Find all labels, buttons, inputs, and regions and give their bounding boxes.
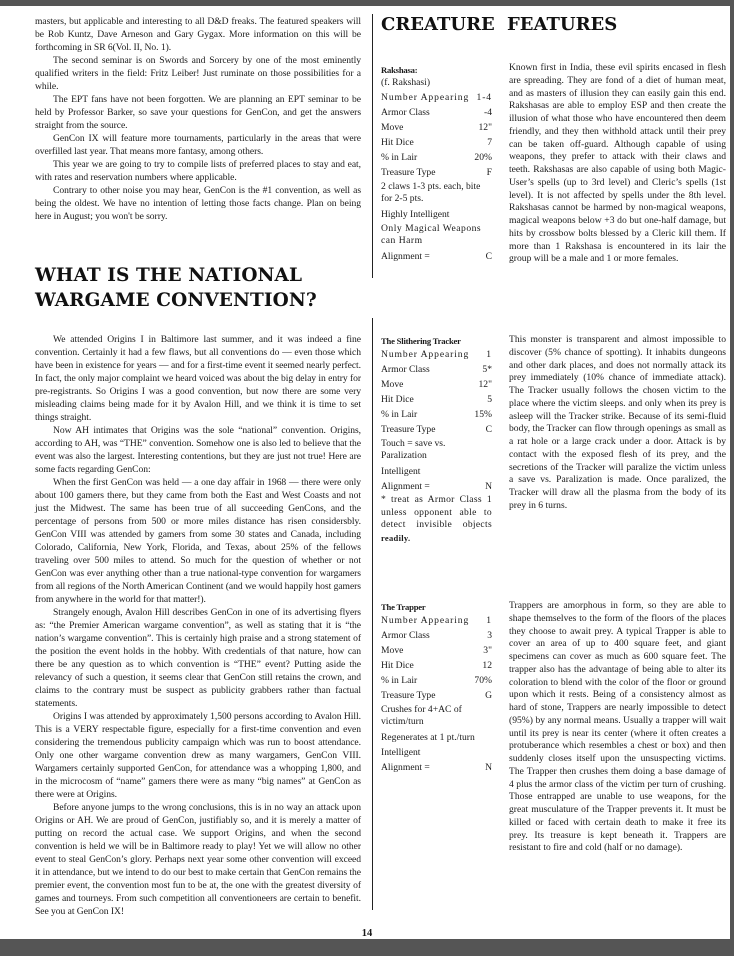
stat-treasure-type (381, 688, 492, 703)
stat-value: 12" (478, 122, 492, 133)
stat-attacks: 2 claws 1-3 pts. each, bite for 2-5 pts. (381, 181, 481, 204)
stat-label: Armor Class (381, 107, 430, 118)
stat-regeneration: Regenerates at 1 pt./turn (381, 732, 475, 743)
stat-alignment (381, 760, 492, 775)
stat-label: Move (381, 645, 404, 656)
stat-move (381, 120, 492, 135)
stat-intelligence: Intelligent (381, 466, 421, 477)
stat-number-appearing (381, 90, 492, 105)
stat-value: 1 (486, 349, 492, 360)
column-divider-bottom (372, 318, 373, 910)
stat-label: Number Appearing (381, 615, 470, 626)
column-header: CREATURE FEATURES (381, 14, 618, 35)
page-number: 14 (361, 928, 373, 939)
paragraph: We attended Origins I in Baltimore last summer, and it was indeed a fine convention. Certainly it had a few flaws, but all conventions do — even those which have been in existence for years — and for a first-time event it seemed nearly perfect. In fact, the only major complaint we heard voiced was about the big delay in entry for pre-registrants. So Origins I was a good convention, but now there are some very misleading claims being made for it by Avalon Hill, and we think it is time to set things straight. (35, 334, 361, 423)
stat-alignment (381, 479, 492, 494)
stat-value: 3" (483, 645, 492, 656)
stat-label: Treasure Type (381, 167, 436, 178)
section-heading-block (35, 263, 361, 313)
stat-label: Hit Dice (381, 660, 414, 671)
creature-name: Rakshasa: (381, 65, 418, 75)
stat-value: 3 (487, 630, 492, 641)
stat-footnote (381, 494, 492, 545)
stat-label: Armor Class (381, 630, 430, 641)
stat-armor-class (381, 628, 492, 643)
stat-label: Move (381, 122, 404, 133)
stat-label: Number Appearing (381, 92, 470, 103)
stat-number-appearing (381, 613, 492, 628)
stat-alignment (381, 249, 492, 264)
stat-hit-dice (381, 392, 492, 407)
stat-block (381, 335, 492, 545)
paragraph: The EPT fans have not been forgotten. We are planning an EPT seminar to be held by Professor Barker, so save your questions for GenCon, and get the answers straight from the source. (35, 94, 361, 131)
creature-description (509, 334, 726, 513)
stat-label: Treasure Type (381, 690, 436, 701)
paragraph: The second seminar is on Swords and Sorcery by one of the most eminently qualified writers in the field: Fritz Leiber! Just ruminate on those possibilities for a while. (35, 55, 361, 92)
stat-value: G (485, 690, 492, 701)
stat-hit-dice (381, 135, 492, 150)
stat-label: Hit Dice (381, 394, 414, 405)
stat-label: Number Appearing (381, 349, 470, 360)
description-text: This monster is transparent and almost impossible to discover (5% chance of spotting). It inhabits dungeons and other dark places, and does not normally attack its prey immediately (10% chance of immediate attack). The Tracker usually follows the chosen victim to the place where the victim sleeps. and only when its prey is asleep will the Tracker strike. Because of its semi-fluid body, the Tracker can flow through openings as small as a rat hole or a large crack under a door. Attack is by contact with the exposed flesh of its prey, and the secretions of the Tracker will paralize the victim unless a save vs. Paralization is made. Once paralized, the Tracker will draw all the plasma from the body of its prey in 6 turns. (509, 334, 726, 511)
column-divider-top (372, 14, 373, 278)
stat-label: Treasure Type (381, 424, 436, 435)
stat-block (381, 601, 492, 775)
stat-label: Alignment = (381, 481, 430, 492)
page-frame-bottom (0, 939, 734, 956)
stat-value: 20% (474, 152, 492, 163)
stat-in-lair (381, 150, 492, 165)
footnote-text: * treat as Armor Class 1 unless opponent able to detect invisible objects (381, 494, 492, 530)
stat-number-appearing (381, 347, 492, 362)
stat-value: 12" (478, 379, 492, 390)
stat-attacks: Touch = save vs. Paralization (381, 438, 446, 461)
creature-name: The Trapper (381, 602, 426, 612)
intro-text (35, 15, 361, 223)
description-text: Known first in India, these evil spirits encased in flesh are spreading. They are fond of a diet of human meat, and as masters of illusion they can easily gain this end. Rakshasas are able to employ ESP and then create the illusion of what those who have encountered then deem friendly, and they then withhold attack until their prey can be taken off-guard. Although capable of using weapons, they prefer to attack with their claws and teeth. Rakshasas are also capable of using both Magic-User’s spells (up to 3rd level) and Cleric’s spells (1st level). It is not affected by spells under the 8th level. Rakshasas cannot be harmed by non-magical weapons, magical weapons below +3 do but one-half damage, but hits by crossbow bolts blessed by a Cleric kill them. If more than 1 Rakshasa is encountered in its lair the group will be a male and 1 or more females. (509, 62, 726, 265)
article-text (35, 333, 361, 918)
creature-subname (381, 76, 492, 90)
stat-value: N (485, 481, 492, 492)
stat-hit-dice (381, 658, 492, 673)
stat-label: Armor Class (381, 364, 430, 375)
stat-in-lair (381, 407, 492, 422)
paragraph: GenCon IX will feature more tournaments, particularly in the areas that were overfilled last year. That means more fantasy, among others. (35, 133, 361, 157)
stat-label: Alignment = (381, 762, 430, 773)
stat-label: Move (381, 379, 404, 390)
stat-label: % in Lair (381, 152, 418, 163)
stat-value: 7 (487, 137, 492, 148)
creature-name: The Slithering Tracker (381, 336, 461, 346)
stat-special: Only Magical Weapons can Harm (381, 223, 482, 246)
page-frame-right (730, 0, 734, 956)
stat-value: C (485, 251, 492, 262)
stat-value: 1 (486, 615, 492, 626)
stat-treasure-type (381, 165, 492, 180)
stat-label: Hit Dice (381, 137, 414, 148)
page-frame-top (0, 0, 734, 6)
stat-move (381, 643, 492, 658)
description-text: Trappers are amorphous in form, so they are able to shape themselves to the form of the floors of the places they choose to await prey. A typical Trapper is able to cover an area of up to 400 square feet, and giant specimens can cover as much as 600 square feet. The trapper also has the advantage of being able to alter its coloration to blend with the color of the floor or ground upon which it rests. Being of a consistency almost as hard of stone, Trappers are nearly impossible to detect (95%) by any normal means. Usually a trapper will wait until its prey is near its center (where it often creates a protuberance which resembles a chest or box) and then suddenly closes itself upon the unsuspecting victims. The Trapper then crushes them doing a base damage of 4 plus the armor class of the victim per turn of crushing. Those entrapped are unable to use weapons, for the great musculature of the Trapper prevents it. It must be killed or faced with certain death to make it free its prey. Its treasure is kept beneath it. Trappers are resistant to fire and cold (half or no damage). (509, 600, 726, 854)
section-title: WHAT IS THE NATIONAL WARGAME CONVENTION? (35, 265, 317, 311)
stat-value: 15% (474, 409, 492, 420)
stat-intelligence: Highly Intelligent (381, 209, 450, 220)
stat-in-lair (381, 673, 492, 688)
stat-armor-class (381, 362, 492, 377)
stat-armor-class (381, 105, 492, 120)
subname-text: (f. Rakshasi) (381, 77, 431, 88)
stat-label: % in Lair (381, 409, 418, 420)
stat-treasure-type (381, 422, 492, 437)
paragraph: When the first GenCon was held — a one day affair in 1968 — there were only about 100 gamers there, but they came from both the East and West Coasts and not just the Midwest. The same has been true of all succeeding GenCons, and the percentage of persons from 500 or more miles distance has risen considersbly. GenCon VIII was attended by gamers from some 30 states and Canada, including Colorado, California, New York, Florida, and Texas, about 25% of the fellows traveling over 500 miles to attend. So much for the question of whether or not GenCon was ever anything other than a true national-type convention for wargamers from all regions of the North American Continent (and we would happily host gamers from anywhere in the world for that matter!). (35, 477, 361, 605)
stat-move (381, 377, 492, 392)
stat-attacks: Crushes for 4+AC of victim/turn (381, 704, 462, 727)
paragraph: masters, but applicable and interesting to all D&D freaks. The featured speakers will be Rob Kuntz, Dave Arneson and Gary Gygax. More information on this will be forthcoming in SR 6(Vol. II, No. 1). (35, 16, 361, 53)
paragraph: This year we are going to try to compile lists of preferred places to stay and eat, with rates and reservation numbers where applicable. (35, 159, 361, 183)
creature-description (509, 62, 726, 266)
stat-value: F (486, 167, 492, 178)
stat-value: -4 (484, 107, 492, 118)
stat-value: 70% (474, 675, 492, 686)
paragraph: Origins I was attended by approximately 1,500 persons according to Avalon Hill. This is a VERY respectable figure, especially for a first-time convention and even considering the tremendous publicity campaign which was run to boost attendance. Only one other wargame convention drew as many wargamers, GenCon VIII. Wargamers certainly supported GenCon, for attendance was a whopping 1,800, and in the microcosm of “name” gamers there were as many “big names” at GenCon as there were at Origins. (35, 711, 361, 800)
paragraph: Strangely enough, Avalon Hill describes GenCon in one of its advertising flyers as: “the Premier American wargame convention”, as well as stating that it is “the nation’s wargame convention”. This is certainly high praise and a strong statement of the position the event holds in the hobby. With credentials of that nature, how can there be any question as to which convention is “THE” event? Putting aside the relevancy of such a question, it seems clear that GenCon still retains the crown, and claims to the contrary must be suspect as publicity grabbers rather than factual statements. (35, 607, 361, 709)
stat-label: Alignment = (381, 251, 430, 262)
creature-description (509, 600, 726, 855)
stat-value: 1-4 (476, 92, 492, 103)
stat-block (381, 64, 492, 264)
stat-value: 12 (482, 660, 492, 671)
stat-value: N (485, 762, 492, 773)
footnote-end: readily. (381, 532, 411, 543)
stat-value: 5 (487, 394, 492, 405)
stat-label: % in Lair (381, 675, 418, 686)
paragraph: Now AH intimates that Origins was the sole “national” convention. Origins, according to AH, was “THE” convention. Somehow one is also led to believe that the event was also the largest. Interesting contentions, but they are just not true! Here are some facts regarding GenCon: (35, 425, 361, 475)
paragraph: Contrary to other noise you may hear, GenCon is the #1 convention, as well as being the oldest. We have no intention of letting those facts change. Plan on being here in August; you won't be sorry. (35, 185, 361, 222)
stat-intelligence: Intelligent (381, 747, 421, 758)
stat-value: 5* (482, 364, 492, 375)
paragraph: Before anyone jumps to the wrong conclusions, this is in no way an attack upon Origins or AH. We are proud of GenCon, justifiably so, and it is merely a matter of putting on record the actual case. We support Origins, and when the second convention is held we will be in Baltimore ready to play! Yet we will allow no other event to steal GenCon’s glory. Perhaps next year some other convention will exceed it in attendance, but we intend to do our best to make certain that GenCon remains the premier event, the convention most fun to be at, the one with the greatest diversity of games and tourneys. From such competition all conventioneers are certain to benefit. See you at GenCon IX! (35, 802, 361, 917)
stat-value: C (485, 424, 492, 435)
